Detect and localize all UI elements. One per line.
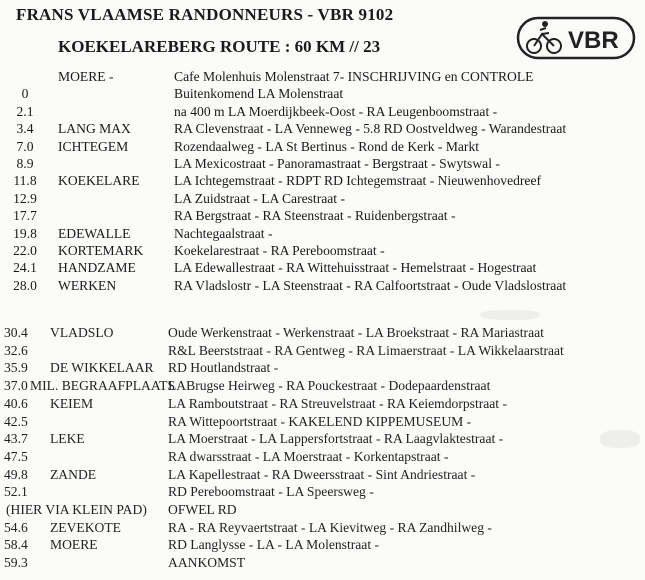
route-title: KOEKELAREBERG ROUTE : 60 KM // 23 bbox=[58, 37, 381, 56]
route-km: 49.8 bbox=[4, 466, 28, 482]
route-km: 40.6 bbox=[4, 395, 28, 411]
route-place: ZANDE bbox=[50, 466, 97, 482]
route-km: 54.6 bbox=[4, 519, 28, 535]
route-directions: LA Kapellestraat - RA Dweersstraat - Sint Andriestraat - bbox=[168, 466, 476, 482]
route-directions: na 400 m LA Moerdijkbeek-Oost - RA Leugenboomstraat - bbox=[174, 103, 498, 119]
route-line bbox=[0, 520, 645, 539]
route-km: 58.4 bbox=[4, 537, 28, 553]
logo-text: VBR bbox=[568, 27, 619, 54]
route-directions: LA Edewallestraat - RA Wittehuisstraat - Hemelstraat - Hogestraat bbox=[174, 260, 537, 276]
route-km: 32.6 bbox=[4, 342, 28, 358]
route-km: 22.0 bbox=[13, 243, 37, 258]
route-line bbox=[0, 414, 645, 433]
route-directions: RA - RA Reyvaertstraat - LA Kievitweg - RA Zandhilweg - bbox=[168, 519, 492, 535]
route-directions: RA Bergstraat - RA Steenstraat - Ruidenbergstraat - bbox=[174, 208, 456, 224]
route-place: LANG MAX bbox=[58, 121, 131, 137]
route-line bbox=[0, 191, 645, 210]
route-place: WERKEN bbox=[58, 277, 117, 293]
route-line bbox=[0, 243, 645, 262]
route-line bbox=[0, 537, 645, 556]
route-line bbox=[0, 173, 645, 192]
route-line bbox=[0, 431, 645, 450]
club-title: FRANS VLAAMSE RANDONNEURS - VBR 9102 bbox=[16, 5, 394, 24]
route-directions: RA Vladslostr - LA Steenstraat - RA Calfoortstraat - Oude Vladslostraat bbox=[174, 277, 567, 293]
route-km: 8.9 bbox=[16, 156, 34, 171]
route-km: 3.4 bbox=[16, 121, 34, 137]
route-km: 42.5 bbox=[4, 413, 28, 429]
route-km: 24.1 bbox=[13, 260, 37, 276]
route-line bbox=[0, 121, 645, 140]
route-line bbox=[0, 343, 645, 362]
route-km: 7.0 bbox=[16, 138, 34, 154]
route-place: DE WIKKELAAR bbox=[50, 360, 154, 376]
route-directions: RA dwarsstraat - LA Moerstraat - Korkentapstraat - bbox=[168, 448, 449, 464]
route-directions: LA Ramboutstraat - RA Streuvelstraat - RA Keiemdorpstraat - bbox=[168, 395, 508, 411]
route-km: 28.0 bbox=[13, 277, 37, 293]
route-line bbox=[0, 104, 645, 123]
route-line bbox=[0, 156, 645, 175]
route-place: VLADSLO bbox=[50, 325, 114, 340]
bicycle-icon bbox=[527, 39, 541, 53]
route-km: 59.3 bbox=[4, 555, 28, 571]
route-line bbox=[0, 325, 645, 344]
route-line bbox=[0, 260, 645, 279]
route-directions: Buitenkomend LA Molenstraat bbox=[174, 86, 344, 102]
copy-smudge bbox=[600, 430, 640, 448]
route-place: MOERE - bbox=[58, 69, 114, 84]
route-directions: Nachtegaalstraat - bbox=[174, 225, 273, 241]
route-line bbox=[0, 484, 645, 503]
route-line bbox=[0, 378, 645, 397]
route-directions: Rozendaalweg - LA St Bertinus - Rond de Kerk - Markt bbox=[174, 138, 480, 154]
route-place: KOEKELARE bbox=[58, 173, 140, 189]
route-directions: LA Mexicostraat - Panoramastraat - Bergstraat - Swytswal - bbox=[174, 156, 500, 171]
route-directions: RD Langlysse - LA - LA Molenstraat - bbox=[168, 537, 380, 553]
route-directions: R&L Beerststraat - RA Gentweg - RA Limaerstraat - LA Wikkelaarstraat bbox=[168, 342, 564, 358]
route-directions: RA Wittepoortstraat - KAKELEND KIPPEMUSEUM - bbox=[168, 413, 472, 429]
route-line bbox=[0, 502, 645, 521]
route-directions: LA Moerstraat - LA Lappersfortstraat - RA Laagvlaktestraat - bbox=[168, 431, 504, 447]
route-place: KORTEMARK bbox=[58, 243, 144, 258]
route-line bbox=[0, 226, 645, 245]
route-directions: RD Houtlandstraat - bbox=[168, 360, 279, 376]
route-line bbox=[0, 555, 645, 574]
route-km: 19.8 bbox=[13, 225, 37, 241]
route-km: 12.9 bbox=[13, 190, 37, 206]
route-place: (HIER VIA KLEIN PAD) bbox=[6, 502, 147, 517]
route-line bbox=[0, 396, 645, 415]
route-directions: Cafe Molenhuis Molenstraat 7- INSCHRIJVING en CONTROLE bbox=[174, 69, 534, 84]
route-km: 47.5 bbox=[4, 448, 28, 464]
route-directions: RA Clevenstraat - LA Venneweg - 5.8 RD Oostveldweg - Warandestraat bbox=[174, 121, 567, 137]
route-directions: AANKOMST bbox=[168, 555, 246, 571]
route-place: ICHTEGEM bbox=[58, 138, 129, 154]
route-line bbox=[0, 278, 645, 297]
route-directions: LA Zuidstraat - LA Carestraat - bbox=[174, 190, 345, 206]
route-line bbox=[0, 208, 645, 227]
route-place: EDEWALLE bbox=[58, 225, 131, 241]
route-km: 37.0 bbox=[4, 378, 28, 394]
route-km: 11.8 bbox=[13, 173, 37, 189]
route-km: 17.7 bbox=[13, 208, 37, 224]
route-place: MOERE bbox=[50, 537, 98, 553]
route-km: 52.1 bbox=[4, 484, 28, 500]
route-place: HANDZAME bbox=[58, 260, 136, 276]
route-directions: Koekelarestraat - RA Pereboomstraat - bbox=[174, 243, 385, 258]
route-line bbox=[0, 360, 645, 379]
route-directions: LABrugse Heirweg - RA Pouckestraat - Dodepaardenstraat bbox=[168, 378, 491, 394]
route-directions: RD Pereboomstraat - LA Speersweg - bbox=[168, 484, 374, 500]
route-place: ZEVEKOTE bbox=[50, 519, 121, 535]
route-km: 30.4 bbox=[4, 325, 28, 340]
route-km: 43.7 bbox=[4, 431, 28, 447]
route-line bbox=[0, 69, 645, 88]
route-line bbox=[0, 86, 645, 105]
route-km: 0 bbox=[21, 86, 29, 102]
route-line bbox=[0, 467, 645, 486]
route-place: KEIEM bbox=[50, 395, 94, 411]
route-place: LEKE bbox=[50, 431, 85, 447]
route-directions: Oude Werkenstraat - Werkenstraat - LA Broekstraat - RA Mariastraat bbox=[168, 325, 544, 340]
route-directions: LA Ichtegemstraat - RDPT RD Ichtegemstraat - Nieuwenhovedreef bbox=[174, 173, 542, 189]
route-place: MIL. BEGRAAFPLAATS bbox=[30, 378, 176, 394]
route-km: 35.9 bbox=[4, 360, 28, 376]
vbr-logo bbox=[516, 14, 636, 62]
route-line bbox=[0, 139, 645, 158]
route-km: 2.1 bbox=[16, 103, 34, 119]
route-line bbox=[0, 449, 645, 468]
copy-smudge bbox=[480, 310, 540, 320]
route-directions: OFWEL RD bbox=[168, 502, 237, 517]
